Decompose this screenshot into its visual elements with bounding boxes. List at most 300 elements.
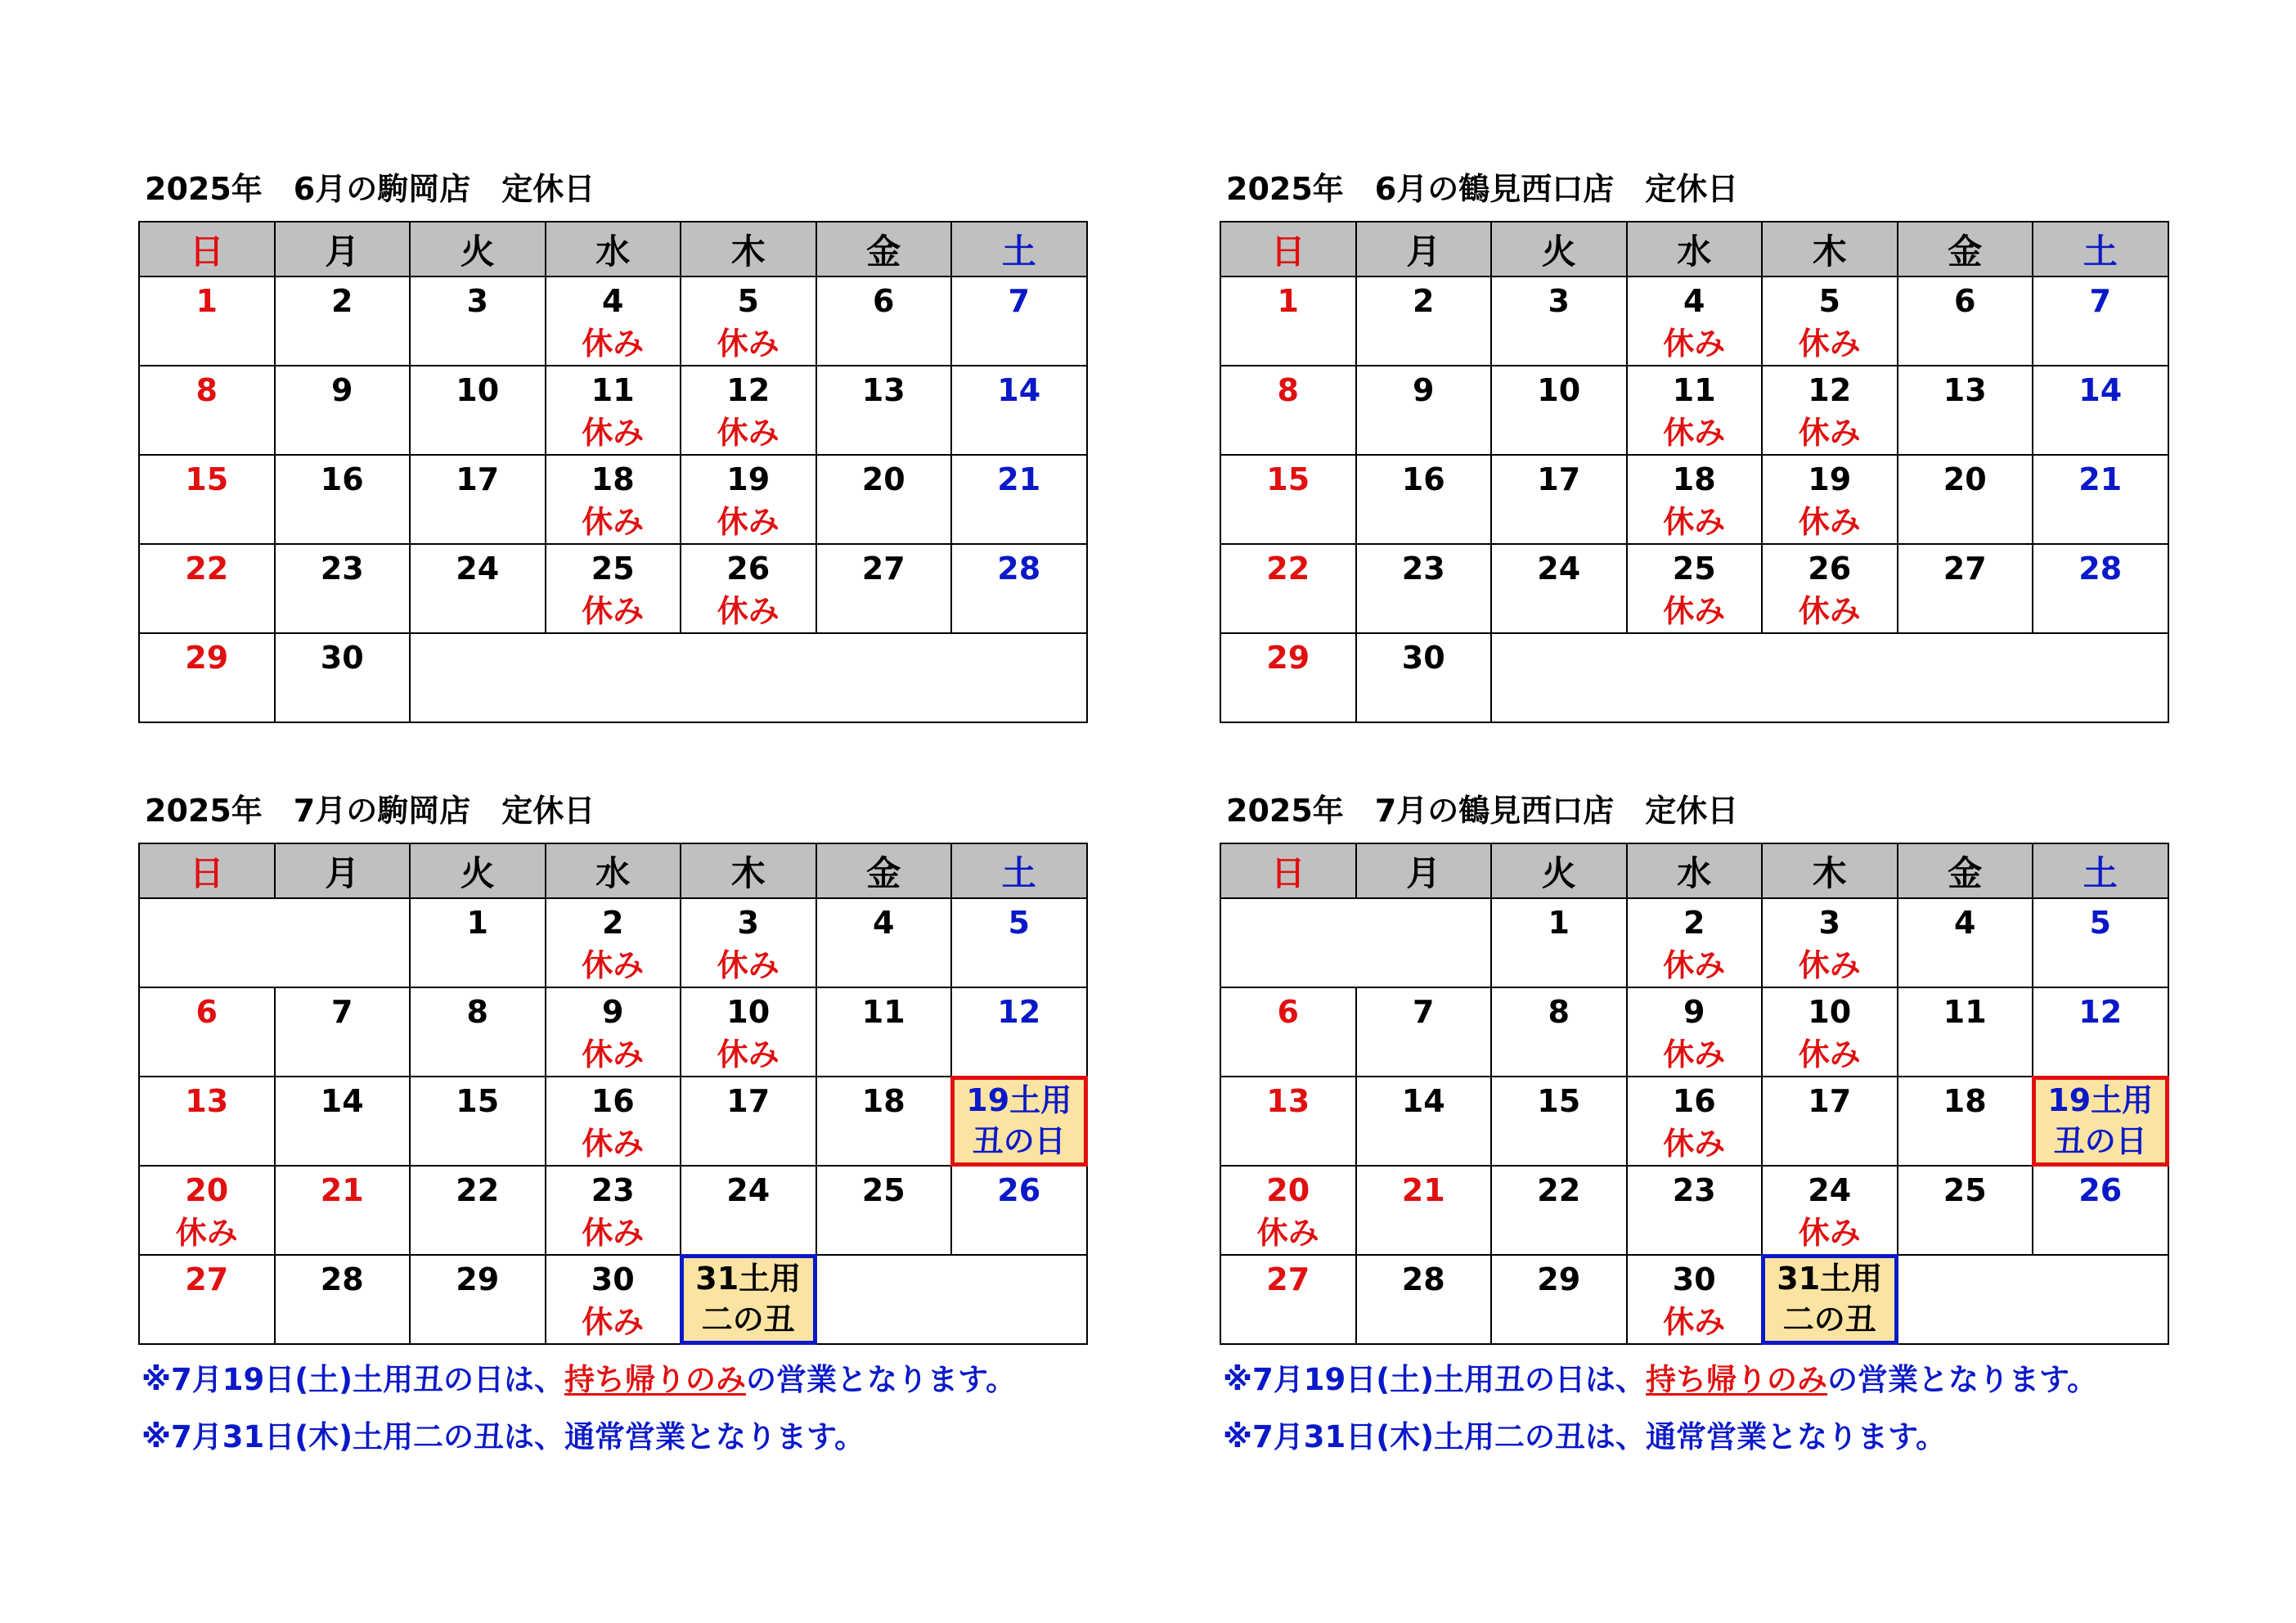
special-day-cell	[2033, 1077, 2168, 1166]
day-number: 6	[873, 283, 895, 319]
calendar-table	[1220, 843, 2169, 1345]
day-cell	[410, 1166, 546, 1255]
day-cell	[139, 366, 275, 455]
day-number: 15	[1537, 1083, 1581, 1119]
day-cell	[816, 987, 952, 1077]
weekday-header: 金	[1898, 222, 2033, 276]
day-number: 30	[1401, 640, 1445, 676]
day-cell	[275, 1077, 411, 1166]
day-number: 12	[997, 994, 1041, 1030]
day-number: 4	[1954, 905, 1976, 941]
day-cell	[1491, 455, 1627, 544]
day-cell	[275, 276, 411, 366]
day-cell	[1898, 1077, 2033, 1166]
day-number: 2	[602, 905, 624, 941]
weekday-header: 木	[681, 843, 816, 898]
footnote-text: ※7月31日(木)土用二の丑は、通常営業となります。	[1223, 1419, 1947, 1454]
week-row	[1220, 276, 2168, 366]
day-number: 14	[2078, 372, 2123, 408]
day-cell	[410, 987, 546, 1077]
day-cell	[681, 1166, 816, 1255]
day-number: 20	[1943, 461, 1987, 497]
day-cell	[139, 455, 275, 544]
special-day-label: 丑の日	[2053, 1122, 2147, 1159]
closed-label: 休み	[717, 1036, 780, 1072]
day-cell	[1762, 987, 1898, 1077]
weekday-header: 月	[1356, 222, 1492, 276]
day-cell	[1762, 276, 1898, 366]
day-number: 10	[726, 994, 771, 1030]
day-number: 26	[726, 551, 771, 587]
day-number: 24	[1537, 551, 1581, 587]
closed-label: 休み	[175, 1215, 238, 1251]
day-cell	[816, 898, 952, 987]
day-number: 7	[331, 994, 353, 1030]
day-number: 12	[1808, 372, 1852, 408]
day-number: 25	[861, 1172, 905, 1208]
closed-label: 休み	[1663, 415, 1726, 451]
day-cell	[1627, 366, 1763, 455]
weekday-header-row	[139, 843, 1087, 898]
day-number: 12	[2078, 994, 2123, 1030]
weekday-header: 水	[1627, 222, 1763, 276]
weekday-header: 火	[410, 843, 546, 898]
day-cell	[1220, 1166, 1356, 1255]
day-number: 4	[873, 905, 895, 941]
day-cell	[1762, 455, 1898, 544]
day-number: 22	[1266, 551, 1310, 587]
day-number: 26	[2078, 1172, 2123, 1208]
footnote-text: ※7月19日(土)土用丑の日は、	[1223, 1362, 1647, 1397]
week-row	[139, 987, 1087, 1077]
closed-label: 休み	[717, 326, 780, 362]
day-number: 11	[1943, 994, 1987, 1030]
day-number: 18	[861, 1083, 905, 1119]
day-cell	[2033, 987, 2168, 1077]
day-number: 3	[466, 283, 488, 319]
day-number: 14	[320, 1083, 364, 1119]
footnote	[142, 1364, 1016, 1395]
closed-label: 休み	[717, 415, 780, 451]
weekday-header: 日	[139, 843, 275, 898]
closed-label: 休み	[717, 504, 780, 540]
day-cell	[546, 898, 681, 987]
day-cell	[1220, 366, 1356, 455]
day-cell	[1898, 276, 2033, 366]
weekday-header: 水	[546, 222, 681, 276]
day-cell	[1627, 1255, 1763, 1344]
footnote-text: の営業となります。	[746, 1362, 1017, 1397]
closed-label: 休み	[1798, 504, 1861, 540]
week-row	[139, 633, 1087, 722]
week-row	[1220, 544, 2168, 633]
day-cell	[1220, 544, 1356, 633]
day-number: 27	[861, 551, 905, 587]
week-row	[1220, 1255, 2168, 1344]
closed-label: 休み	[1798, 326, 1861, 362]
day-number: 24	[1808, 1172, 1852, 1208]
day-cell	[546, 1077, 681, 1166]
day-cell	[1356, 544, 1492, 633]
day-number: 23	[1672, 1172, 1716, 1208]
week-row	[1220, 366, 2168, 455]
day-number: 11	[591, 372, 635, 408]
week-row	[1220, 1077, 2168, 1166]
day-number: 5	[737, 283, 759, 319]
day-cell	[1898, 1166, 2033, 1255]
day-cell	[2033, 544, 2168, 633]
day-number: 21	[320, 1172, 364, 1208]
day-number: 7	[1413, 994, 1435, 1030]
day-number: 29	[1537, 1261, 1581, 1297]
closed-label: 休み	[1798, 415, 1861, 451]
day-number: 16	[1672, 1083, 1716, 1119]
day-cell	[681, 366, 816, 455]
day-number: 15	[456, 1083, 500, 1119]
weekday-header: 木	[681, 222, 816, 276]
footnote-text: ※7月31日(木)土用二の丑は、通常営業となります。	[142, 1419, 865, 1454]
day-number: 19	[1808, 461, 1852, 497]
day-cell	[681, 898, 816, 987]
day-number: 13	[861, 372, 905, 408]
day-cell	[1898, 455, 2033, 544]
day-number: 22	[456, 1172, 500, 1208]
day-cell	[275, 633, 411, 722]
day-cell	[1491, 1077, 1627, 1166]
closed-label: 休み	[582, 504, 645, 540]
calendar-title: 2025年 6月の鶴見西口店 定休日	[1226, 171, 1739, 207]
day-number: 25	[1943, 1172, 1987, 1208]
day-cell	[1898, 544, 2033, 633]
day-number: 30	[320, 640, 364, 676]
week-row	[139, 1166, 1087, 1255]
footnote-text: ※7月19日(土)土用丑の日は、	[142, 1362, 565, 1397]
day-number: 28	[320, 1261, 364, 1297]
weekday-header: 木	[1762, 843, 1898, 898]
day-number: 9	[602, 994, 624, 1030]
day-number: 20	[861, 461, 905, 497]
closed-label: 休み	[1663, 593, 1726, 629]
weekday-header: 月	[275, 222, 411, 276]
day-cell	[275, 987, 411, 1077]
day-number: 12	[726, 372, 771, 408]
day-cell	[546, 455, 681, 544]
day-number: 10	[1537, 372, 1581, 408]
closed-label: 休み	[1663, 1304, 1726, 1340]
day-cell	[1762, 1166, 1898, 1255]
day-cell	[546, 276, 681, 366]
day-cell	[2033, 276, 2168, 366]
week-row	[1220, 987, 2168, 1077]
day-number: 8	[1548, 994, 1570, 1030]
day-number: 18	[591, 461, 635, 497]
day-cell	[1356, 276, 1492, 366]
day-cell	[816, 276, 952, 366]
day-cell	[275, 455, 411, 544]
day-cell	[1627, 987, 1763, 1077]
day-number: 21	[997, 461, 1041, 497]
special-day-cell	[951, 1077, 1087, 1166]
day-cell	[546, 1166, 681, 1255]
weekday-header-row	[139, 222, 1087, 276]
special-day-cell	[681, 1255, 816, 1344]
day-number: 9	[331, 372, 353, 408]
day-cell	[1220, 276, 1356, 366]
day-cell	[816, 366, 952, 455]
day-number: 23	[1401, 551, 1445, 587]
weekday-header: 火	[1491, 222, 1627, 276]
day-cell	[410, 898, 546, 987]
day-cell	[1898, 898, 2033, 987]
closed-label: 休み	[1663, 504, 1726, 540]
day-cell	[546, 366, 681, 455]
special-day-label: 31土用	[695, 1261, 802, 1297]
day-cell	[2033, 898, 2168, 987]
weekday-header: 金	[1898, 843, 2033, 898]
footnote	[142, 1419, 865, 1454]
day-number: 19	[726, 461, 771, 497]
day-number: 22	[1537, 1172, 1581, 1208]
day-number: 7	[2089, 283, 2111, 319]
day-cell	[951, 455, 1087, 544]
special-day-box	[680, 1254, 817, 1345]
day-cell	[1491, 1166, 1627, 1255]
day-cell	[1356, 1255, 1492, 1344]
day-cell	[2033, 1166, 2168, 1255]
weekday-header-row	[1220, 843, 2168, 898]
day-cell	[1356, 366, 1492, 455]
weekday-header: 日	[139, 222, 275, 276]
empty-cell	[139, 898, 410, 987]
week-row	[1220, 455, 2168, 544]
day-cell	[1356, 1166, 1492, 1255]
day-number: 25	[591, 551, 635, 587]
empty-cell	[816, 1255, 1087, 1344]
closed-label: 休み	[582, 1036, 645, 1072]
footnote	[1223, 1419, 1947, 1454]
closed-label: 休み	[582, 593, 645, 629]
day-cell	[681, 276, 816, 366]
day-cell	[1356, 1077, 1492, 1166]
day-number: 18	[1943, 1083, 1987, 1119]
empty-cell	[410, 633, 1087, 722]
day-number: 27	[1943, 551, 1987, 587]
day-cell	[1491, 544, 1627, 633]
day-number: 6	[195, 994, 218, 1030]
day-number: 15	[1266, 461, 1310, 497]
day-cell	[1356, 987, 1492, 1077]
day-number: 29	[1266, 640, 1310, 676]
day-number: 2	[1683, 905, 1705, 941]
day-number: 16	[591, 1083, 635, 1119]
day-cell	[1491, 366, 1627, 455]
day-cell	[1762, 898, 1898, 987]
day-cell	[681, 455, 816, 544]
weekday-header-row	[1220, 222, 2168, 276]
day-number: 23	[591, 1172, 635, 1208]
week-row	[139, 898, 1087, 987]
day-number: 11	[861, 994, 905, 1030]
day-number: 20	[185, 1172, 229, 1208]
closed-label: 休み	[1663, 947, 1726, 983]
day-cell	[816, 544, 952, 633]
weekday-header: 土	[951, 843, 1087, 898]
calendar-title: 2025年 7月の鶴見西口店 定休日	[1226, 793, 1739, 829]
day-cell	[951, 544, 1087, 633]
day-cell	[410, 1077, 546, 1166]
day-cell	[2033, 455, 2168, 544]
day-cell	[951, 276, 1087, 366]
week-row	[139, 276, 1087, 366]
day-number: 9	[1413, 372, 1435, 408]
day-cell	[410, 544, 546, 633]
closed-label: 休み	[582, 415, 645, 451]
day-cell	[681, 1077, 816, 1166]
day-cell	[546, 544, 681, 633]
week-row	[139, 1077, 1087, 1166]
day-cell	[1627, 455, 1763, 544]
closed-label: 休み	[1256, 1215, 1319, 1251]
closed-label: 休み	[717, 593, 780, 629]
calendar-table	[1220, 221, 2169, 723]
day-number: 6	[1954, 283, 1976, 319]
day-number: 10	[1808, 994, 1852, 1030]
day-number: 5	[1008, 905, 1030, 941]
weekday-header: 土	[2033, 843, 2168, 898]
day-number: 17	[1808, 1083, 1852, 1119]
weekday-header: 月	[1356, 843, 1492, 898]
day-cell	[1220, 1077, 1356, 1166]
footnote-emphasis: 持ち帰りのみ	[1646, 1362, 1828, 1397]
day-cell	[1220, 633, 1356, 722]
day-cell	[275, 1255, 411, 1344]
day-number: 10	[456, 372, 500, 408]
day-cell	[1220, 1255, 1356, 1344]
day-cell	[1762, 366, 1898, 455]
special-day-box	[1761, 1254, 1898, 1345]
day-number: 4	[1683, 283, 1705, 319]
special-day-cell	[1762, 1255, 1898, 1344]
day-number: 6	[1277, 994, 1299, 1030]
day-number: 1	[466, 905, 488, 941]
weekday-header: 木	[1762, 222, 1898, 276]
week-row	[1220, 898, 2168, 987]
day-number: 3	[1548, 283, 1570, 319]
day-cell	[139, 1077, 275, 1166]
week-row	[139, 455, 1087, 544]
week-row	[139, 1255, 1087, 1344]
day-cell	[816, 1166, 952, 1255]
day-cell	[410, 1255, 546, 1344]
day-number: 29	[185, 640, 229, 676]
day-number: 30	[1672, 1261, 1716, 1297]
day-cell	[1220, 987, 1356, 1077]
day-cell	[275, 544, 411, 633]
day-number: 20	[1266, 1172, 1310, 1208]
day-number: 13	[1266, 1083, 1310, 1119]
closed-label: 休み	[582, 947, 645, 983]
day-cell	[1627, 1077, 1763, 1166]
special-day-label: 19土用	[966, 1082, 1072, 1119]
day-cell	[951, 1166, 1087, 1255]
day-cell	[546, 987, 681, 1077]
day-cell	[410, 276, 546, 366]
day-cell	[410, 455, 546, 544]
day-number: 21	[2078, 461, 2123, 497]
day-number: 26	[997, 1172, 1041, 1208]
calendar-title: 2025年 6月の駒岡店 定休日	[145, 171, 595, 207]
closed-label: 休み	[1663, 1126, 1726, 1162]
day-number: 24	[456, 551, 500, 587]
day-cell	[1491, 1255, 1627, 1344]
day-cell	[139, 276, 275, 366]
special-day-label: 31土用	[1777, 1261, 1883, 1297]
weekday-header: 月	[275, 843, 411, 898]
closed-label: 休み	[1663, 1036, 1726, 1072]
day-cell	[816, 1077, 952, 1166]
day-cell	[2033, 366, 2168, 455]
day-number: 1	[195, 283, 218, 319]
day-cell	[816, 455, 952, 544]
empty-cell	[1898, 1255, 2168, 1344]
weekday-header: 水	[1627, 843, 1763, 898]
day-cell	[139, 633, 275, 722]
day-cell	[1220, 455, 1356, 544]
day-number: 8	[466, 994, 488, 1030]
special-day-label: 丑の日	[972, 1122, 1066, 1159]
weekday-header: 火	[410, 222, 546, 276]
day-cell	[139, 1166, 275, 1255]
day-cell	[1762, 1077, 1898, 1166]
special-day-box	[950, 1076, 1088, 1167]
day-cell	[1356, 455, 1492, 544]
day-number: 3	[737, 905, 759, 941]
closed-label: 休み	[582, 326, 645, 362]
day-number: 2	[331, 283, 353, 319]
closed-label: 休み	[1798, 593, 1861, 629]
day-number: 27	[185, 1261, 229, 1297]
week-row	[139, 366, 1087, 455]
closed-label: 休み	[582, 1126, 645, 1162]
day-number: 1	[1277, 283, 1299, 319]
day-number: 17	[726, 1083, 771, 1119]
day-cell	[681, 544, 816, 633]
day-cell	[1627, 898, 1763, 987]
empty-cell	[1220, 898, 1491, 987]
day-number: 13	[185, 1083, 229, 1119]
day-number: 2	[1413, 283, 1435, 319]
day-number: 7	[1008, 283, 1030, 319]
day-number: 4	[602, 283, 624, 319]
weekday-header: 土	[2033, 222, 2168, 276]
day-number: 8	[1277, 372, 1299, 408]
day-cell	[951, 898, 1087, 987]
day-cell	[1762, 544, 1898, 633]
day-cell	[1356, 633, 1492, 722]
day-number: 11	[1672, 372, 1716, 408]
closed-label: 休み	[1798, 947, 1861, 983]
day-number: 17	[1537, 461, 1581, 497]
day-cell	[1491, 276, 1627, 366]
day-number: 18	[1672, 461, 1716, 497]
special-day-box	[2032, 1076, 2169, 1167]
day-number: 28	[997, 551, 1041, 587]
day-cell	[1898, 987, 2033, 1077]
closed-label: 休み	[717, 947, 780, 983]
day-number: 3	[1818, 905, 1840, 941]
day-cell	[951, 366, 1087, 455]
day-number: 1	[1548, 905, 1570, 941]
